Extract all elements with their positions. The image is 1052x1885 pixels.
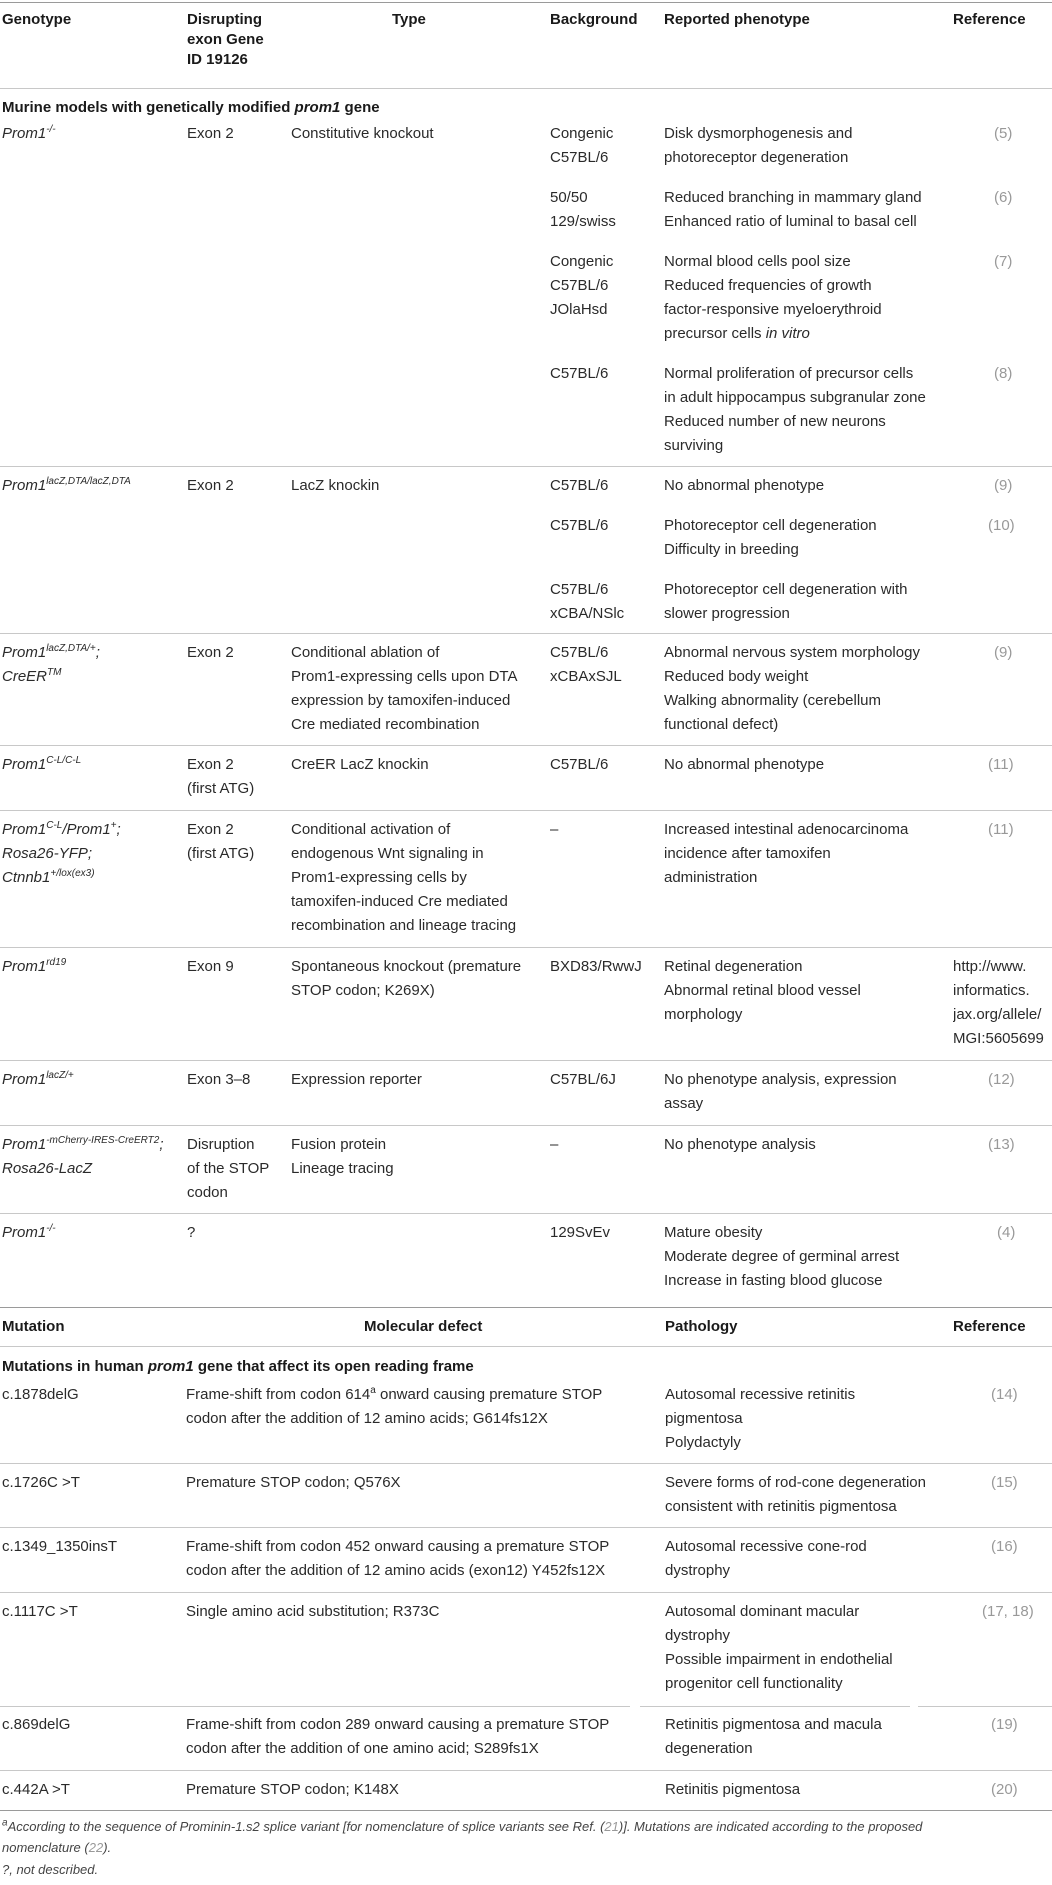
phenotype-cell: Disk dysmorphogenesis and photoreceptor degeneration xyxy=(664,125,853,166)
row-rule-segment xyxy=(640,1706,910,1707)
genotype-cell: $Prom1^{-mCherry-IRES-CreERT2}$; Rosa26-LacZ xyxy=(2,1135,164,1177)
reference-link[interactable]: (5) xyxy=(994,125,1013,142)
type-cell: Conditional activation of endogenous Wnt signaling in Prom1-expressing cells by tamoxifen-induced Cre mediated recombination and lineage tracing xyxy=(291,821,517,934)
genotype-cell: $Prom1^{rd19}$ xyxy=(2,957,67,975)
header-rule xyxy=(0,1346,1052,1347)
background-cell: Congenic C57BL/6 JOlaHsd xyxy=(550,253,614,318)
genotype-cell: $Prom1^{lacZ,DTA/lacZ,DTA}$ xyxy=(2,476,131,494)
background-cell: C57BL/6 xCBA/NSlc xyxy=(550,581,625,622)
background-cell: C57BL/6 xyxy=(550,756,609,773)
header-phenotype: Reported phenotype xyxy=(664,11,810,28)
mutation-cell: c.869delG xyxy=(2,1716,71,1733)
header-type: Type xyxy=(392,11,426,28)
type-cell: Constitutive knockout xyxy=(291,125,434,142)
bottom-rule xyxy=(0,1810,1052,1811)
header-pathology: Pathology xyxy=(665,1318,738,1335)
type-cell: Conditional ablation of Prom1-expressing cells upon DTA expression by tamoxifen-induced Cre mediated recombination xyxy=(291,644,518,733)
top-rule xyxy=(0,2,1052,3)
pathology-cell: Retinitis pigmentosa xyxy=(665,1781,801,1798)
phenotype-cell: No phenotype analysis, expression assay xyxy=(664,1071,897,1112)
header-molecular-defect: Molecular defect xyxy=(364,1318,483,1335)
type-cell: Expression reporter xyxy=(291,1071,422,1088)
header-reference: Reference xyxy=(953,11,1026,28)
defect-cell: Frame-shift from codon 614$^a$ onward causing premature STOP codon after the addition of 12 amino acids; G614fs12X xyxy=(186,1385,603,1427)
phenotype-cell: Abnormal nervous system morphology Reduced body weight Walking abnormality (cerebellum functional defect) xyxy=(664,644,920,733)
reference-link[interactable]: (12) xyxy=(988,1071,1015,1088)
header-mutation: Mutation xyxy=(2,1318,65,1335)
row-rule xyxy=(0,1592,1052,1593)
exon-cell: Exon 9 xyxy=(187,958,234,975)
table-divider-rule xyxy=(0,1307,1052,1308)
type-cell: LacZ knockin xyxy=(291,477,380,494)
header-genotype: Genotype xyxy=(2,11,72,28)
header-exon: Disrupting exon Gene ID 19126 xyxy=(187,11,264,68)
header-rule xyxy=(0,88,1052,89)
row-rule xyxy=(0,947,1052,948)
phenotype-cell: Normal proliferation of precursor cells in adult hippocampus subgranular zone Reduced number of new neurons surviving xyxy=(664,365,926,454)
row-rule xyxy=(0,633,1052,634)
footnote-ref-link[interactable]: 21 xyxy=(604,1819,619,1834)
phenotype-cell: Mature obesity Moderate degree of germinal arrest Increase in fasting blood glucose xyxy=(664,1224,900,1289)
footnote-a-continued: nomenclature (22). xyxy=(2,1840,112,1855)
exon-cell: Disruption of the STOP codon xyxy=(187,1136,270,1201)
genotype-cell: $Prom1^{C-L/C-L}$ xyxy=(2,755,82,773)
reference-link[interactable]: (19) xyxy=(991,1716,1018,1733)
reference-url-link[interactable]: http://www. informatics. jax.org/allele/ MGI:5605699 xyxy=(953,958,1044,1047)
background-cell: Congenic C57BL/6 xyxy=(550,125,614,166)
genotype-cell: $Prom1^{C-L}/Prom1^+$; Rosa26-YFP; $Ctnnb1^{+/lox(ex3)}$ xyxy=(2,820,121,886)
background-cell: C57BL/6 xCBAxSJL xyxy=(550,644,622,685)
exon-cell: ? xyxy=(187,1224,196,1241)
reference-link[interactable]: (13) xyxy=(988,1136,1015,1153)
header-background: Background xyxy=(550,11,638,28)
exon-cell: Exon 2 xyxy=(187,477,234,494)
type-cell: CreER LacZ knockin xyxy=(291,756,429,773)
mutation-cell: c.1349_1350insT xyxy=(2,1538,118,1555)
defect-cell: Single amino acid substitution; R373C xyxy=(186,1603,440,1620)
exon-cell: Exon 2 xyxy=(187,125,234,142)
phenotype-cell: No abnormal phenotype xyxy=(664,756,825,773)
reference-link[interactable]: (6) xyxy=(994,189,1013,206)
exon-cell: Exon 2 (first ATG) xyxy=(187,821,255,862)
background-cell: 50/50 129/swiss xyxy=(550,189,616,230)
footnote-ref-link[interactable]: 22 xyxy=(88,1840,104,1855)
phenotype-cell: Reduced branching in mammary gland Enhanced ratio of luminal to basal cell xyxy=(664,189,922,230)
phenotype-cell: Normal blood cells pool size Reduced frequencies of growth factor-responsive myeloerythroid precursor cells in vitro xyxy=(664,253,882,342)
reference-link[interactable]: (7) xyxy=(994,253,1013,270)
reference-link[interactable]: (11) xyxy=(988,756,1014,773)
background-cell: C57BL/6 xyxy=(550,517,609,534)
row-rule xyxy=(0,1125,1052,1126)
row-rule xyxy=(0,466,1052,467)
defect-cell: Frame-shift from codon 452 onward causing a premature STOP codon after the addition of 12 amino acids (exon12) Y452fs12X xyxy=(186,1538,610,1579)
genotype-cell: Prom1-/- xyxy=(2,124,56,142)
defect-cell: Frame-shift from codon 289 onward causing a premature STOP codon after the addition of one amino acid; S289fs1X xyxy=(186,1716,610,1757)
reference-link[interactable]: (20) xyxy=(991,1781,1018,1798)
exon-cell: Exon 2 xyxy=(187,644,234,661)
phenotype-cell: Photoreceptor cell degeneration Difficulty in breeding xyxy=(664,517,877,558)
phenotype-cell: Increased intestinal adenocarcinoma incidence after tamoxifen administration xyxy=(664,821,909,886)
pathology-cell: Autosomal recessive retinitis pigmentosa Polydactyly xyxy=(665,1386,856,1451)
mutation-cell: c.442A >T xyxy=(2,1781,70,1798)
background-cell: – xyxy=(550,1136,559,1153)
mutation-cell: c.1117C >T xyxy=(2,1603,78,1620)
phenotype-cell: Retinal degeneration Abnormal retinal blood vessel morphology xyxy=(664,958,861,1023)
section-title-murine: Murine models with genetically modified prom1 gene xyxy=(2,99,380,116)
section-title-human: Mutations in human prom1 gene that affect its open reading frame xyxy=(2,1358,474,1375)
exon-cell: Exon 3–8 xyxy=(187,1071,251,1088)
genotype-cell: $Prom1^{lacZ/+}$ xyxy=(2,1070,74,1088)
phenotype-cell: No abnormal phenotype xyxy=(664,477,825,494)
reference-link[interactable]: (11) xyxy=(988,821,1014,838)
defect-cell: Premature STOP codon; K148X xyxy=(186,1781,399,1798)
background-cell: C57BL/6 xyxy=(550,477,609,494)
background-cell: BXD83/RwwJ xyxy=(550,958,642,975)
type-cell: Fusion protein Lineage tracing xyxy=(291,1136,394,1177)
row-rule xyxy=(0,1213,1052,1214)
phenotype-cell: No phenotype analysis xyxy=(664,1136,816,1153)
reference-link[interactable]: (10) xyxy=(988,517,1015,534)
row-rule xyxy=(0,1527,1052,1528)
reference-link[interactable]: (9) xyxy=(994,477,1013,494)
row-rule xyxy=(0,1770,1052,1771)
pathology-cell: Autosomal dominant macular dystrophy Possible impairment in endothelial progenitor cell functionality xyxy=(665,1603,893,1692)
background-cell: – xyxy=(550,821,559,838)
reference-link[interactable]: (4) xyxy=(997,1224,1016,1241)
reference-link[interactable]: (15) xyxy=(991,1474,1018,1491)
footnote-question: ?, not described. xyxy=(2,1862,99,1877)
pathology-cell: Retinitis pigmentosa and macula degeneration xyxy=(665,1716,882,1757)
type-cell: Spontaneous knockout (premature STOP codon; K269X) xyxy=(291,958,522,999)
phenotype-cell: Photoreceptor cell degeneration with slower progression xyxy=(664,581,908,622)
genotype-cell: $Prom1^{lacZ,DTA/+}$; CreER™ xyxy=(2,643,100,685)
mutation-cell: c.1878delG xyxy=(2,1386,79,1403)
row-rule xyxy=(0,810,1052,811)
row-rule-segment xyxy=(0,1706,630,1707)
row-rule-segment xyxy=(918,1706,1052,1707)
pathology-cell: Severe forms of rod-cone degeneration consistent with retinitis pigmentosa xyxy=(665,1474,926,1515)
exon-cell: Exon 2 (first ATG) xyxy=(187,756,255,797)
pathology-cell: Autosomal recessive cone-rod dystrophy xyxy=(665,1538,867,1579)
row-rule xyxy=(0,1060,1052,1061)
row-rule xyxy=(0,745,1052,746)
row-rule xyxy=(0,1463,1052,1464)
reference-link[interactable]: (14) xyxy=(991,1386,1018,1403)
header-reference: Reference xyxy=(953,1318,1026,1335)
background-cell: 129SvEv xyxy=(550,1224,611,1241)
genotype-cell: Prom1-/- xyxy=(2,1223,56,1241)
footnote-a: $^a$According to the sequence of Prominin-1.s2 splice variant [for nomenclature of splice variants see Ref. (21)]. Mutations are indicated according to the proposed xyxy=(2,1817,923,1834)
background-cell: C57BL/6 xyxy=(550,365,609,382)
background-cell: C57BL/6J xyxy=(550,1071,616,1088)
reference-link[interactable]: (9) xyxy=(994,644,1013,661)
mutation-cell: c.1726C >T xyxy=(2,1474,80,1491)
reference-link[interactable]: (8) xyxy=(994,365,1013,382)
reference-link[interactable]: (17, 18) xyxy=(982,1603,1034,1620)
defect-cell: Premature STOP codon; Q576X xyxy=(186,1474,401,1491)
reference-link[interactable]: (16) xyxy=(991,1538,1018,1555)
